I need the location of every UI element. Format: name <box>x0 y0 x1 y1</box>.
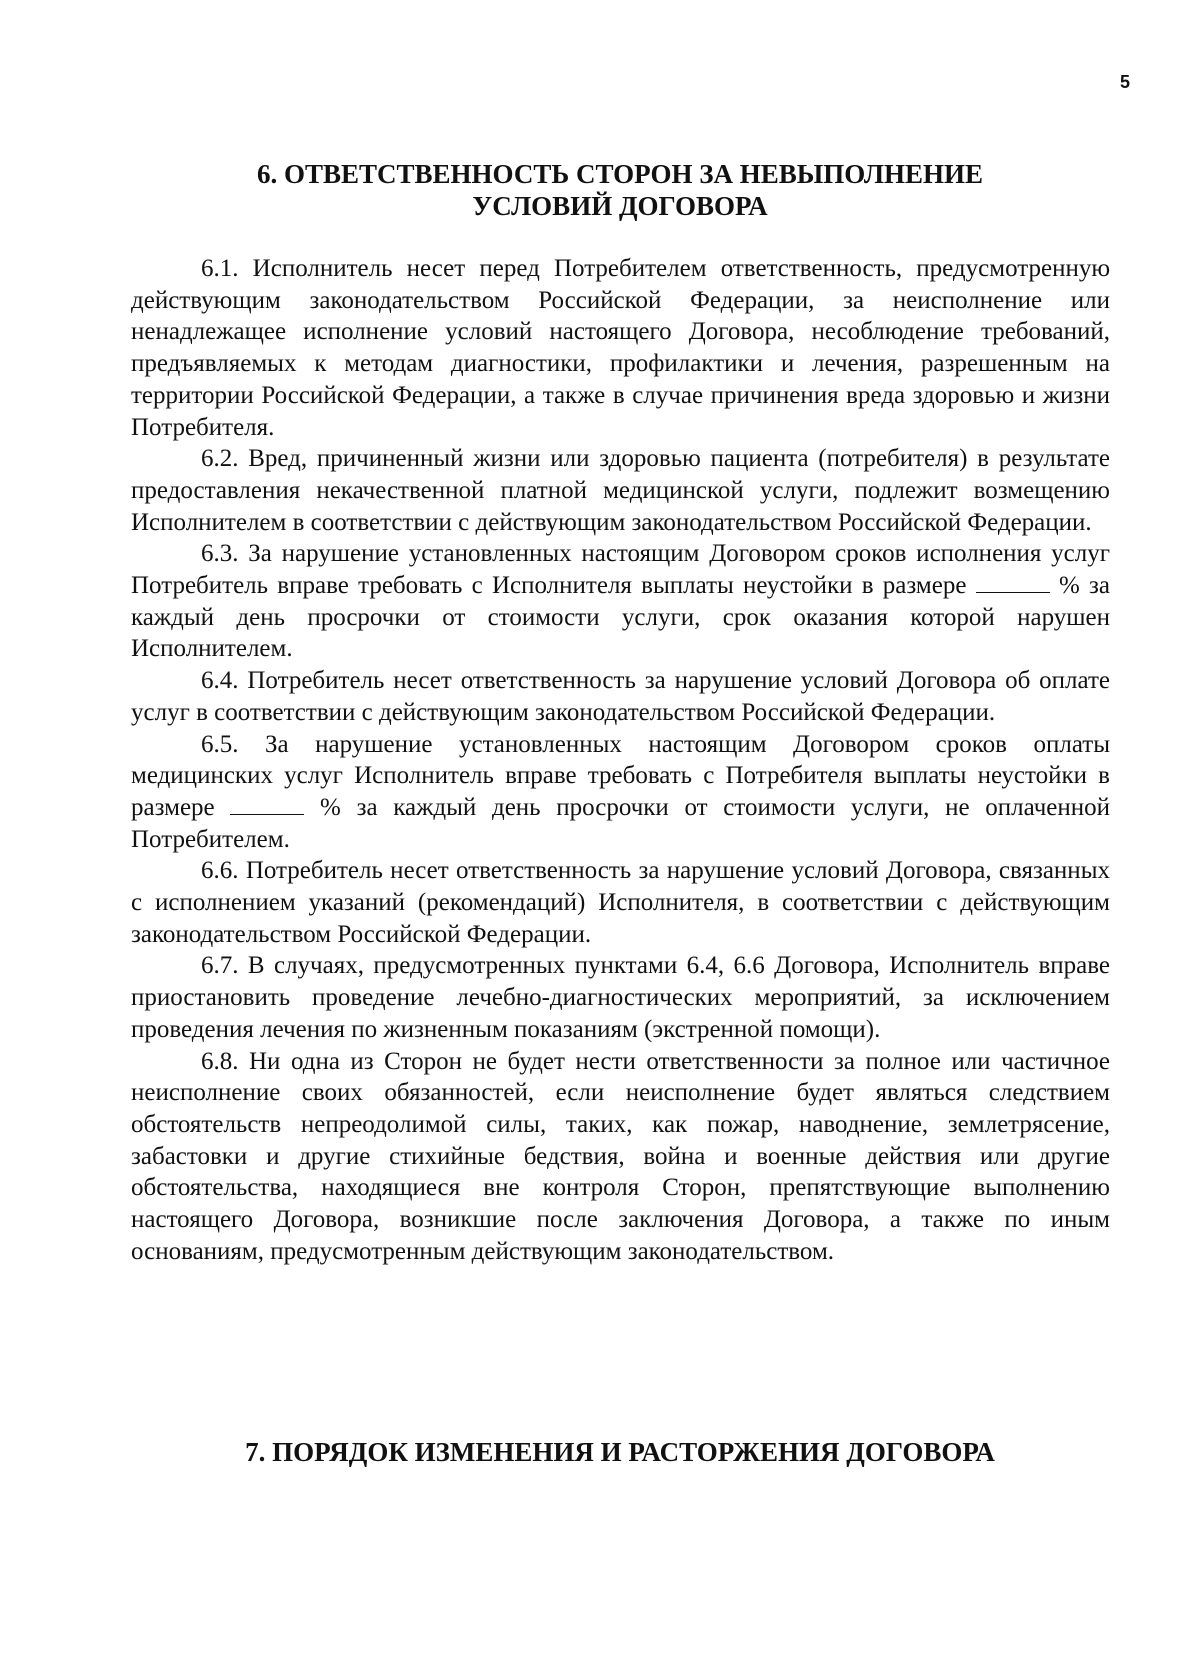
page-number: 5 <box>1119 72 1130 92</box>
section-7-title: 7. ПОРЯДОК ИЗМЕНЕНИЯ И РАСТОРЖЕНИЯ ДОГОВОРА <box>245 1437 995 1467</box>
clause-6-3-text-start: 6.3. За нарушение установленных настоящим Договором сроков исполнения услуг Потребитель вправе требовать с Исполнителя выплаты неустойки в размере <box>131 540 1110 600</box>
section-6-body <box>131 253 1110 1268</box>
clause-6-1: 6.1. Исполнитель несет перед Потребителем ответственность, предусмотренную действующим законодательством Российской Федерации, за неисполнение или ненадлежащее исполнение условий настоящего Договора, несоблюдение требований, предъявляемых к методам диагностики, профилактики и лечения, разрешенным на территории Российской Федерации, а также в случае причинения вреда здоровью и жизни Потребителя. <box>131 255 1110 441</box>
clause-6-5-text-end: % за каждый день просрочки от стоимости услуги, не оплаченной Потребителем. <box>131 793 1111 853</box>
clause-6-3-text-end: % за каждый день просрочки от стоимости услуги, срок оказания которой нарушен Исполнителем. <box>131 572 1111 663</box>
section-6-title-line-2: УСЛОВИЙ ДОГОВОРА <box>472 191 768 221</box>
clause-6-6: 6.6. Потребитель несет ответственность за нарушение условий Договора, связанных с исполнением указаний (рекомендаций) Исполнителя, в соответствии с действующим законодательством Российской Федерации. <box>131 857 1110 948</box>
section-6-title-line-1: 6. ОТВЕТСТВЕННОСТЬ СТОРОН ЗА НЕВЫПОЛНЕНИЕ <box>256 159 984 189</box>
clause-6-3-percent-blank <box>976 574 1050 593</box>
clause-6-5-text-start: 6.5. За нарушение установленных настоящим Договором сроков оплаты медицинских услуг Исполнитель вправе требовать с Потребителя выплаты неустойки в размере <box>131 730 1110 821</box>
clause-6-5-percent-blank <box>230 796 304 815</box>
clause-6-2: 6.2. Вред, причиненный жизни или здоровью пациента (потребителя) в результате предоставления некачественной платной медицинской услуги, подлежит возмещению Исполнителем в соответствии с действующим законодательством Российской Федерации. <box>131 445 1110 536</box>
clause-6-4: 6.4. Потребитель несет ответственность за нарушение условий Договора об оплате услуг в соответствии с действующим законодательством Российской Федерации. <box>131 667 1110 726</box>
clause-6-5 <box>131 729 1110 856</box>
section-6-title <box>130 158 1110 222</box>
clause-6-7: 6.7. В случаях, предусмотренных пунктами 6.4, 6.6 Договора, Исполнитель вправе приостановить проведение лечебно-диагностических мероприятий, за исключением проведения лечения по жизненным показаниям (экстренной помощи). <box>131 952 1110 1043</box>
clause-6-3 <box>131 538 1110 665</box>
clause-6-8: 6.8. Ни одна из Сторон не будет нести ответственности за полное или частичное неисполнение своих обязанностей, если неисполнение будет являться следствием обстоятельств непреодолимой силы, таких, как пожар, наводнение, землетрясение, забастовки и другие стихийные бедствия, война и военные действия или другие обстоятельства, находящиеся вне контроля Сторон, препятствующие выполнению настоящего Договора, возникшие после заключения Договора, а также по иным основаниям, предусмотренным действующим законодательством. <box>131 1047 1110 1265</box>
